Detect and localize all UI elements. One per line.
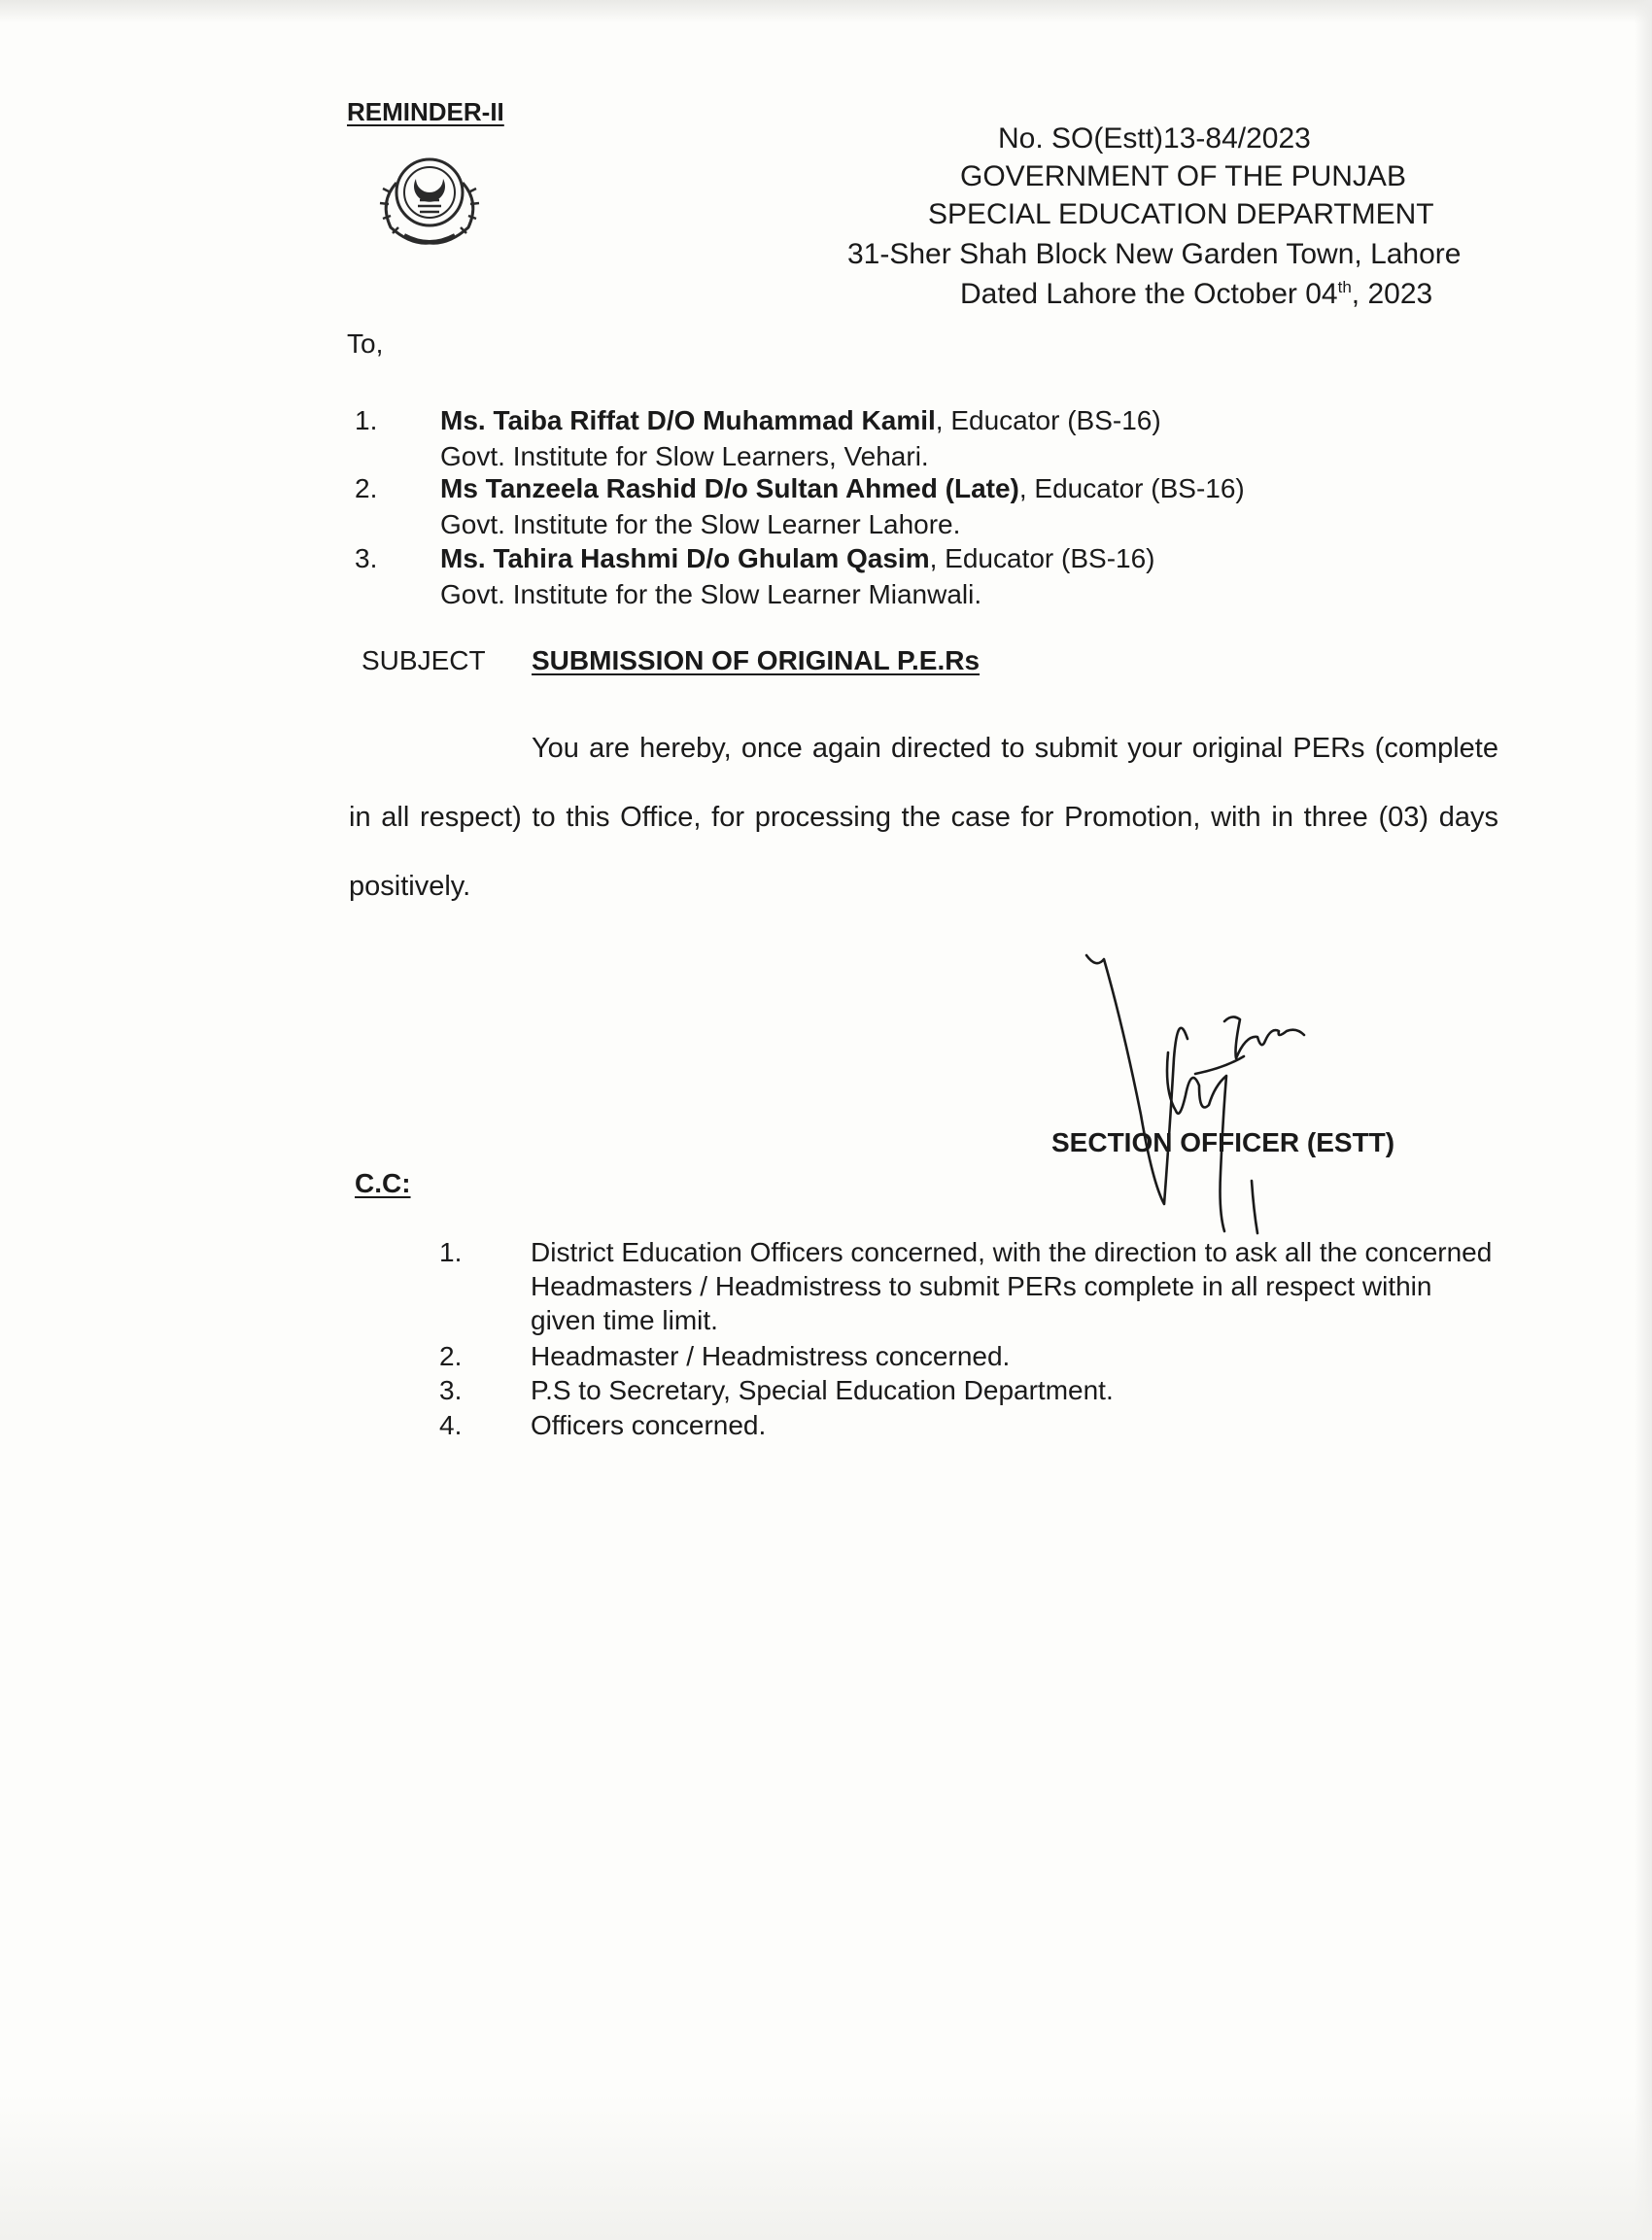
- cc-label: C.C:: [355, 1168, 411, 1198]
- addressee-institute: Govt. Institute for Slow Learners, Vehari.: [440, 441, 929, 471]
- scan-shadow-right: [1635, 0, 1652, 2240]
- letter-number: No. SO(Estt)13-84/2023: [998, 122, 1311, 155]
- to-label: To,: [347, 328, 384, 359]
- addressee-institute: Govt. Institute for the Slow Learner Lahore.: [440, 509, 961, 539]
- scan-shadow-top: [0, 0, 1652, 23]
- subject-line: [361, 645, 981, 676]
- punjab-emblem-icon: [361, 144, 498, 253]
- scan-shadow-bottom: [0, 2094, 1652, 2240]
- addressee-institute: Govt. Institute for the Slow Learner Mianwali.: [440, 579, 982, 609]
- addressee-name: Ms. Taiba Riffat D/O Muhammad Kamil: [440, 405, 936, 435]
- subject-text: SUBMISSION OF ORIGINAL P.E.Rs: [532, 645, 981, 675]
- government-name: GOVERNMENT OF THE PUNJAB: [960, 160, 1406, 192]
- office-address: 31-Sher Shah Block New Garden Town, Lahore: [847, 238, 1462, 270]
- handwritten-signature: [1079, 948, 1370, 1258]
- addressee-name: Ms. Tahira Hashmi D/o Ghulam Qasim: [440, 543, 930, 573]
- addressee-name: Ms Tanzeela Rashid D/o Sultan Ahmed (Late): [440, 473, 1019, 503]
- signatory-designation: SECTION OFFICER (ESTT): [1051, 1127, 1395, 1157]
- reminder-label: REMINDER-II: [347, 97, 504, 126]
- body-paragraph: You are hereby, once again directed to submit your original PERs (complete in all respect) to this Office, for processing the case for Promotion, with in three (03) days positively.: [349, 733, 1498, 902]
- letter-date: Dated Lahore the October 04th, 2023: [960, 278, 1433, 310]
- department-name: SPECIAL EDUCATION DEPARTMENT: [928, 198, 1434, 230]
- letter-page: REMINDER-II No. SO(Estt)13-84/2023 GOVERNMENT OF THE PUNJAB SPECIAL EDUCATION DEPARTMENT 31-Sher Shah Block New Garden Town, Lahore Dated Lahore the October 04th, 2023 To, 1. Ms. Taiba Riffat D/O Muhammad Kamil, Educator (BS-16) Govt. Institute for Slow Learners, Vehari. 2. Ms Tanzeela Rashid D/o Sultan Ahmed (Late), Educator (BS-16) Govt. Institute for the Slow Learner Lahore. 3. Ms. Tahira Hashmi D/o Ghulam Qasim, Educator (BS-16) Govt. Institute for the Slow Learner Mianwali. SUBJECT SUBMISSION OF ORIGINAL P.E.Rs You are hereby, once again directed to submit your original PERs (complete in all respect) to this Office, for processing the case for Promotion, with in three (03) days positively. SECTION OFFICER (ESTT) C.C: 1. District Education Officers concerned, with the direction to ask all the concerned Headmasters / Headmistress to submit PERs complete in all respect within given time limit. 2. Headmaster / Headmistress concerned. 3. P.S to Secretary, Special Education Department. 4. Officers concerned.: [0, 0, 1652, 2240]
- subject-label: SUBJECT: [361, 645, 486, 675]
